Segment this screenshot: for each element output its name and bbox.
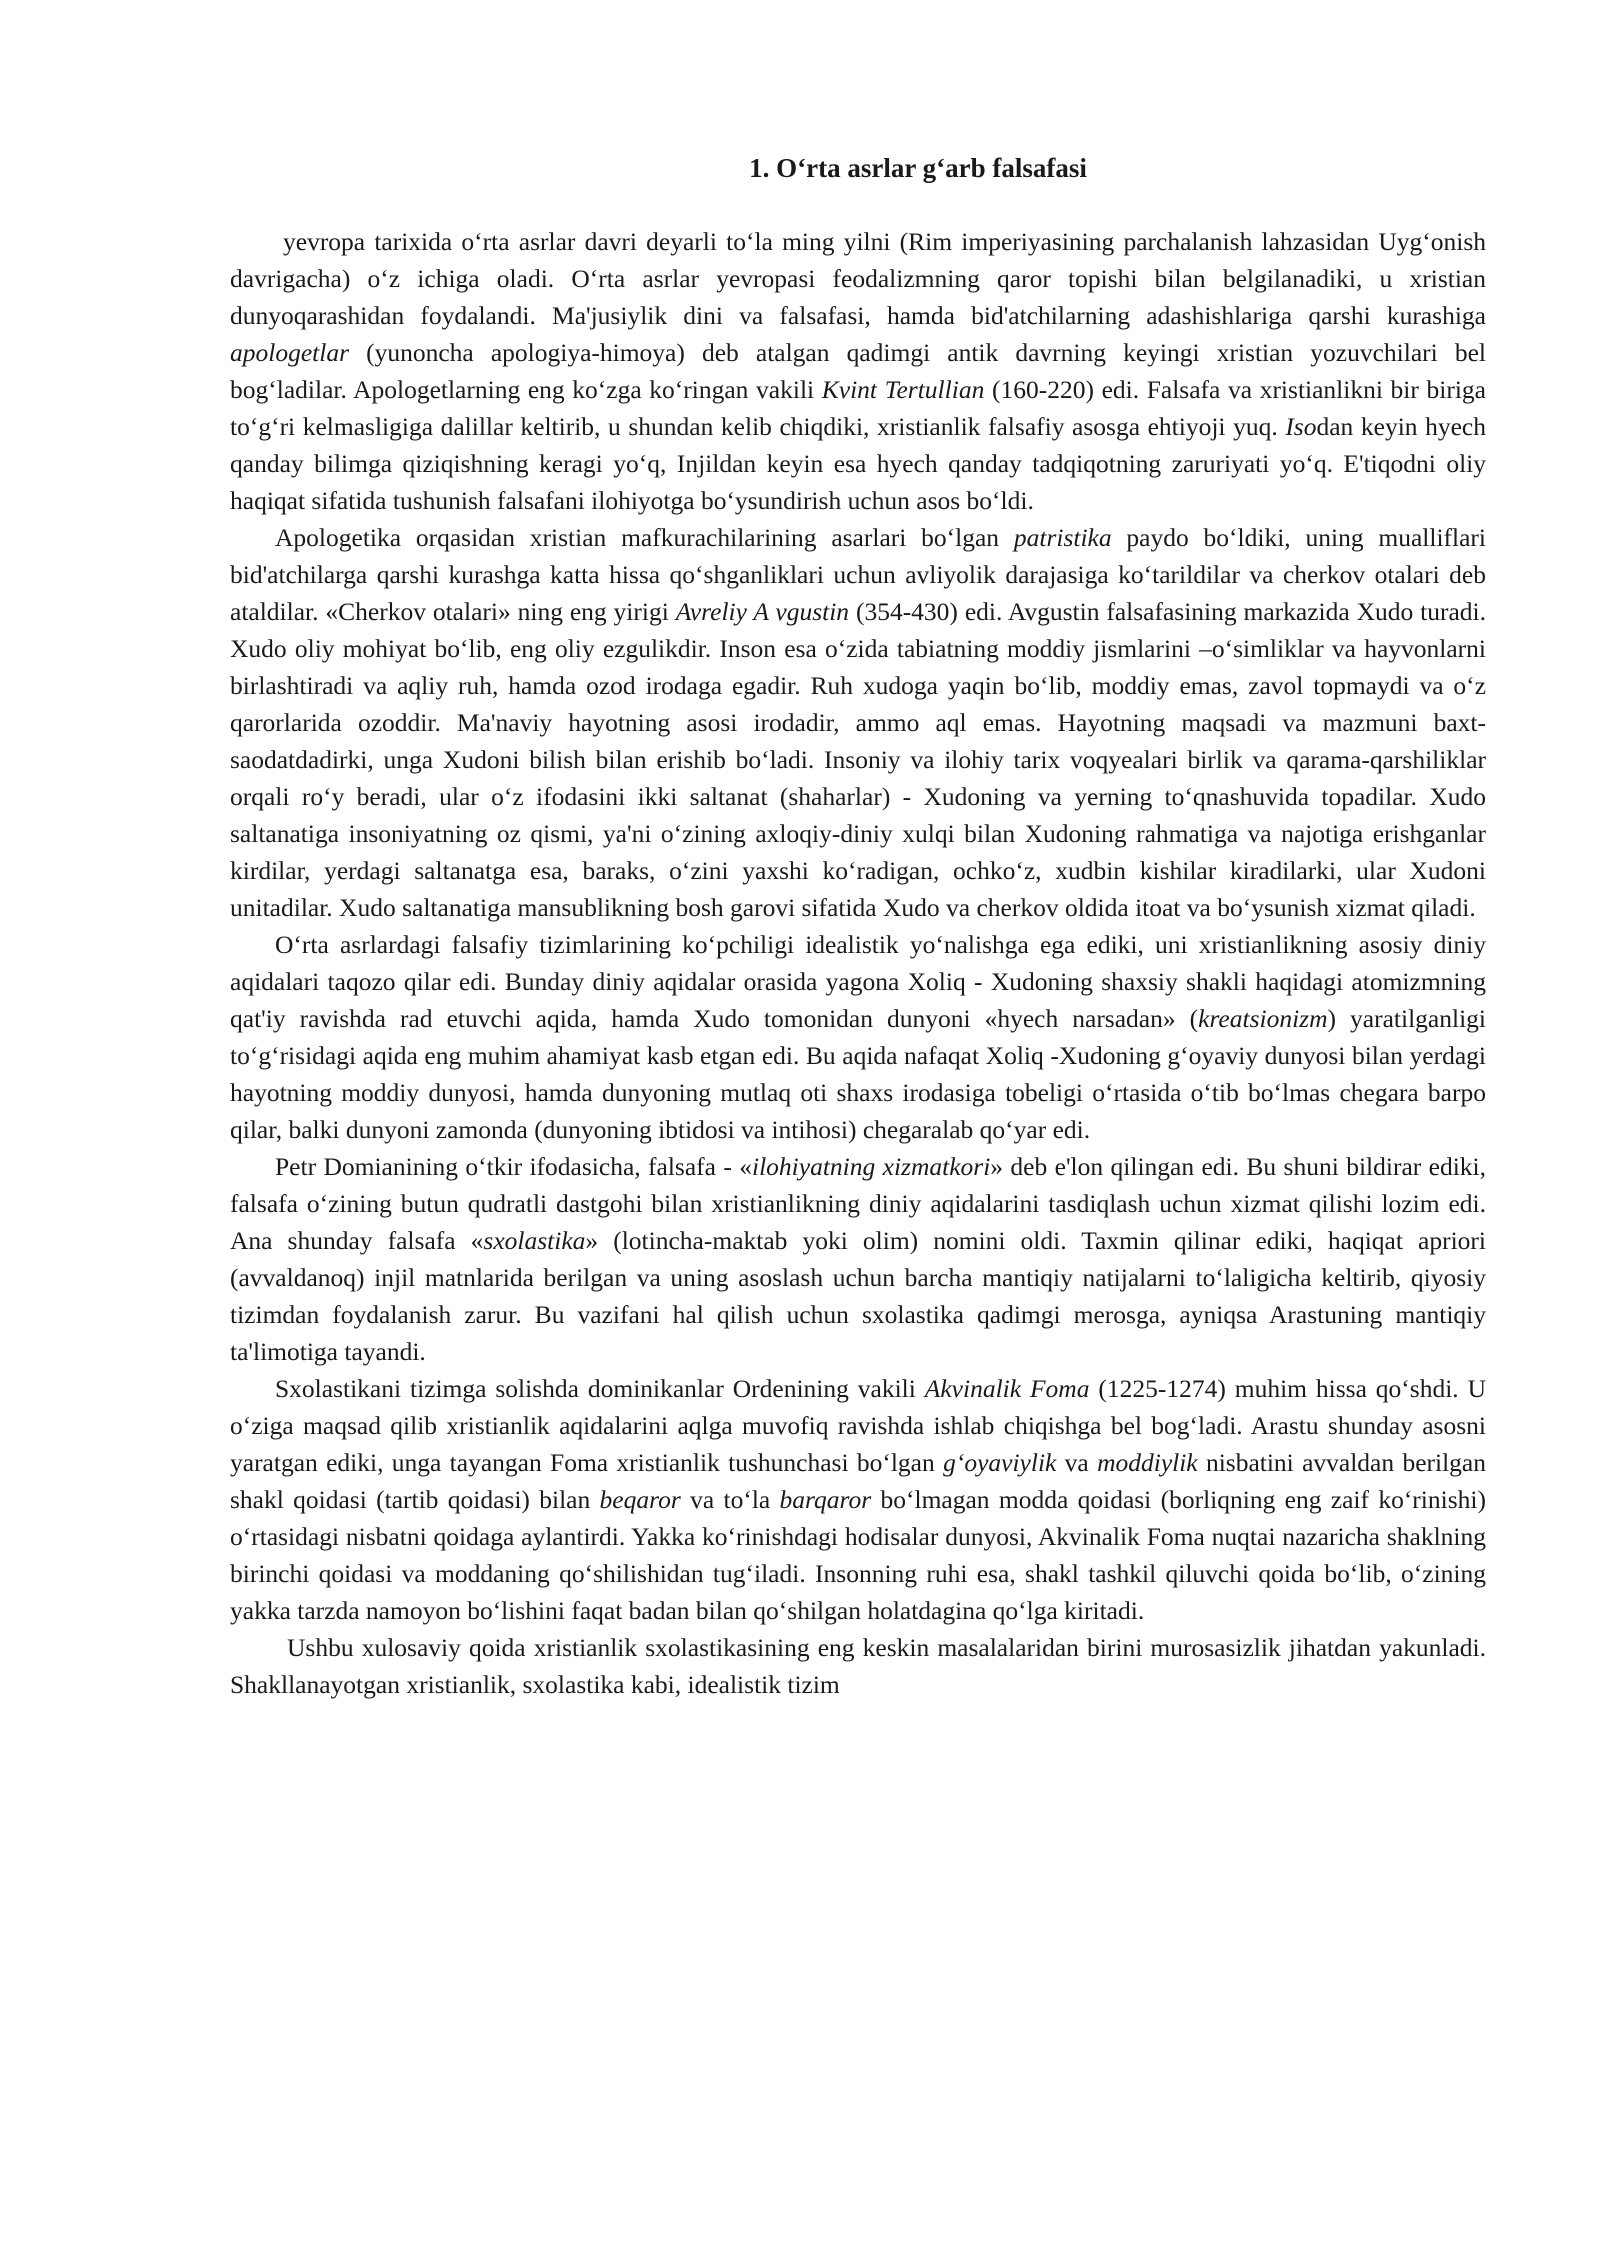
paragraph <box>230 223 1486 519</box>
text-run: bo‘lmagan modda qoidasi (borliqning eng zaif ko‘rinishi) o‘rtasidagi nisbatni qoidaga aylantirdi. Yakka ko‘rinishdagi hodisalar dunyosi, Akvinalik Foma nuqtai nazaricha shaklning birinchi qoidasi va moddaning qo‘shilishidan tug‘iladi. Insonning ruhi esa, shakl tashkil qiluvchi qoida bo‘lib, o‘zining yakka tarzda namoyon bo‘lishini faqat badan bilan qo‘shilgan holatdagina qo‘lga kiritadi. <box>230 1485 1486 1625</box>
italic-term: barqaror <box>779 1485 872 1514</box>
italic-term: sxolastika <box>483 1226 586 1255</box>
text-run: dan keyin hyech qanday bilimga qiziqishning keragi yo‘q, Injildan keyin esa hyech qanday tadqiqotning zaruriyati yo‘q. E'tiqodni oliy haqiqat sifatida tushunish falsafani ilohiyotga bo‘ysundirish uchun asos bo‘ldi. <box>230 412 1487 515</box>
italic-term: Kvint Tertullian <box>821 375 985 404</box>
italic-term: beqaror <box>599 1485 681 1514</box>
text-run: (354-430) edi. Avgustin falsafasining markazida Xudo turadi. Xudo oliy mohiyat bo‘lib, eng oliy ezgulikdir. Inson esa o‘zida tabiatning moddiy jismlarini –o‘simliklar va hayvonlarni birlashtiradi va aqliy ruh, hamda ozod irodaga egadir. Ruh xudoga yaqin bo‘lib, moddiy emas, zavol topmaydi va o‘z qarorlarida ozoddir. Ma'naviy hayotning asosi irodadir, ammo aql emas. Hayotning maqsadi va mazmuni baxt-saodatdadirki, unga Xudoni bilish bilan erishib bo‘ladi. Insoniy va ilohiy tarix voqyealari birlik va qarama-qarshiliklar orqali ro‘y beradi, ular o‘z ifodasini ikki saltanat (shaharlar) - Xudoning va yerning to‘qnashuvida topadilar. Xudo saltanatiga insoniyatning oz qismi, ya'ni o‘zining axloqiy-diniy xulqi bilan Xudoning rahmatiga va najotiga erishganlar kirdilar, yerdagi saltanatga esa, baraks, o‘zini yaxshi ko‘radigan, ochko‘z, xudbin kishilar kiradilarki, ular Xudoni unitadilar. Xudo saltanatiga mansublikning bosh garovi sifatida Xudo va cherkov oldida itoat va bo‘ysunish xizmat qiladi. <box>230 597 1486 922</box>
text-run: (160-220) edi. Falsafa va xristianlikni bir biriga to‘g‘ri kelmasligiga dalillar keltirib, u shundan kelib chiqdiki, xristianlik falsafiy asosga ehtiyoji yuq. <box>230 375 1486 441</box>
paragraph <box>230 1370 1486 1629</box>
text-run: Petr Domianining o‘tkir ifodasicha, falsafa - « <box>275 1152 752 1181</box>
italic-term: patristika <box>1013 523 1112 552</box>
italic-term: ilohiyatning xizmatkori <box>752 1152 991 1181</box>
text-run: » (lotincha-maktab yoki olim) nomini oldi. Taxmin qilinar ediki, haqiqat apriori (avvaldanoq) injil matnlarida berilgan va uning asoslash uchun barcha mantiqiy natijalarni to‘laligicha keltirib, qiyosiy tizimdan foydalanish zarur. Bu vazifani hal qilish uchun sxolastika qadimgi merosga, ayniqsa Arastuning mantiqiy ta'limotiga tayandi. <box>230 1226 1486 1366</box>
text-run: va to‘la <box>680 1485 780 1514</box>
italic-term: moddiylik <box>1097 1448 1198 1477</box>
paragraph <box>230 1148 1486 1370</box>
text-run: (yunoncha apologiya-himoya) deb atalgan qadimgi antik davrning keyingi xristian yozuvchilari bel bog‘ladilar. Apologetlarning eng ko‘zga ko‘ringan vakili <box>230 338 1486 404</box>
text-run: yevropa tarixida o‘rta asrlar davri deyarli to‘la ming yilni (Rim imperiyasining parchalanish lahzasidan Uyg‘onish davrigacha) o‘z ichiga oladi. O‘rta asrlar yevropasi feodalizmning qaror topishi bilan belgilanadiki, u xristian dunyoqarashidan foydalandi. Ma'jusiylik dini va falsafasi, hamda bid'atchilarning adashishlariga qarshi kurashiga <box>230 227 1486 330</box>
paragraph <box>230 1629 1486 1703</box>
italic-term: Akvinalik Foma <box>924 1374 1090 1403</box>
paragraph <box>230 519 1486 926</box>
italic-term: kreatsionizm <box>1198 1004 1328 1033</box>
text-run: va <box>1056 1448 1098 1477</box>
text-run: Sxolastikani tizimga solishda dominikanlar Ordenining vakili <box>275 1374 925 1403</box>
text-run: Apologetika orqasidan xristian mafkurachilarining asarlari bo‘lgan <box>275 523 1014 552</box>
text-run: (1225-1274) muhim hissa qo‘shdi. U o‘ziga maqsad qilib xristianlik aqidalarini aqlga muvofiq ravishda ishlab chiqishga bel bog‘ladi. Arastu shunday asosni yaratgan ediki, unga tayangan Foma xristianlik tushunchasi bo‘lgan <box>230 1374 1486 1477</box>
italic-term: g‘oyaviylik <box>943 1448 1057 1477</box>
document-body <box>230 223 1486 1703</box>
text-run: Ushbu xulosaviy qoida xristianlik sxolastikasining eng keskin masalalaridan birini murosasizlik jihatdan yakunladi. Shakllanayotgan xristianlik, sxolastika kabi, idealistik tizim <box>230 1633 1486 1699</box>
text-run: ) yaratilganligi to‘g‘risidagi aqida eng muhim ahamiyat kasb etgan edi. Bu aqida nafaqat Xoliq -Xudoning g‘oyaviy dunyosi bilan yerdagi hayotning moddiy dunyosi, hamda dunyoning mutlaq oti shaxs irodasiga tobeligi o‘rtasida o‘tib bo‘lmas chegara barpo qilar, balki dunyoni zamonda (dunyoning ibtidosi va intihosi) chegaralab qo‘yar edi. <box>230 1004 1486 1144</box>
document-page <box>230 150 1486 1703</box>
italic-term: Avreliy A vgustin <box>675 597 850 626</box>
text-run: » deb e'lon qilingan edi. Bu shuni bildirar ediki, falsafa o‘zining butun qudratli dastgohi bilan xristianlikning diniy aqidalarini tasdiqlash uchun xizmat qilishi lozim edi. Ana shunday falsafa « <box>230 1152 1487 1255</box>
text-run: O‘rta asrlardagi falsafiy tizimlarining ko‘pchiligi idealistik yo‘nalishga ega ediki, uni xristianlikning asosiy diniy aqidalari taqozo qilar edi. Bunday diniy aqidalar orasida yagona Xoliq - Xudoning shaxsiy shakli haqidagi atomizmning qat'iy ravishda rad etuvchi aqida, hamda Xudo tomonidan dunyoni «hyech narsadan» ( <box>230 930 1486 1033</box>
paragraph <box>230 926 1486 1148</box>
text-run: nisbatini avvaldan berilgan shakl qoidasi (tartib qoidasi) bilan <box>230 1448 1486 1514</box>
italic-term: apologetlar <box>230 338 349 367</box>
italic-term: Iso <box>1285 412 1317 441</box>
page-title: 1. O‘rta asrlar g‘arb falsafasi <box>749 153 1087 183</box>
text-run: paydo bo‘ldiki, uning mualliflari bid'atchilarga qarshi kurashga katta hissa qo‘shganliklari uchun avliyolik darajasiga ko‘tarildilar va cherkov otalari deb ataldilar. «Cherkov otalari» ning eng yirigi <box>230 523 1486 626</box>
